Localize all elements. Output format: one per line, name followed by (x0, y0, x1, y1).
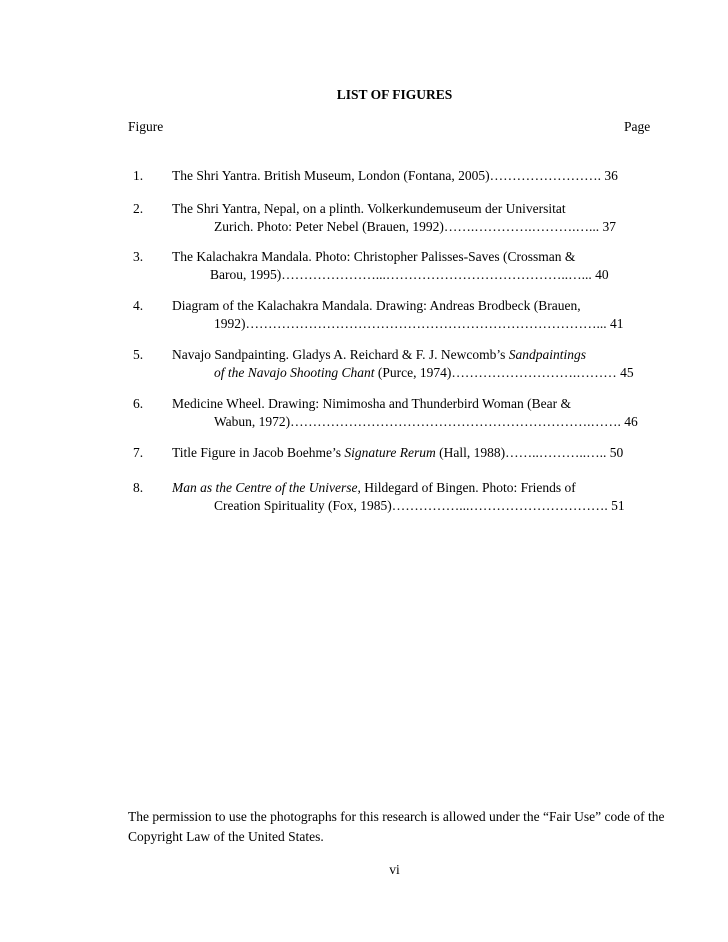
entry-text: The Kalachakra Mandala. Photo: Christopher Palisses-Saves (Crossman & (172, 249, 576, 264)
entry-text-continued: 1992)……………………………………………………………………... 41 (214, 316, 624, 331)
page-title: LIST OF FIGURES (336, 87, 453, 102)
entry-number: 3. (133, 249, 144, 264)
entry-text-continued: Zurich. Photo: Peter Nebel (Brauen, 1992)…….………….……….…... 37 (214, 219, 616, 234)
entry-number: 8. (133, 480, 144, 495)
entry-text-part: Navajo Sandpainting. Gladys A. Reichard & F. J. Newcomb’s (172, 347, 509, 362)
entry-text: Diagram of the Kalachakra Mandala. Drawing: Andreas Brodbeck (Brauen, (172, 298, 581, 313)
copyright-note: The permission to use the photographs for this research is allowed under the “Fair Use” code of the Copyright Law of the United States. (128, 809, 665, 844)
entry-text: The Shri Yantra. British Museum, London (Fontana, 2005)……………………. 36 (172, 168, 618, 183)
entry-text-italic: Man as the Centre of the Universe (172, 480, 358, 495)
entry-text-part: , Hildegard of Bingen. Photo: Friends of (357, 480, 576, 495)
entry-number: 6. (133, 396, 144, 411)
entry-text-part: (Purce, 1974)……………………….……… 45 (374, 365, 634, 380)
entry-text-part: Title Figure in Jacob Boehme’s (172, 445, 345, 460)
entry-text-continued: Barou, 1995)…………………...…………………………………..…... 40 (210, 267, 609, 282)
entry-text-continued (214, 365, 634, 381)
entry-text: Medicine Wheel. Drawing: Nimimosha and Thunderbird Woman (Bear & (172, 396, 571, 411)
entry-number: 7. (133, 445, 144, 460)
entry-text-continued: Wabun, 1972)………………………………………………………….……. 46 (214, 414, 638, 429)
entry-text-italic: of the Navajo Shooting Chant (214, 365, 375, 380)
entry-number: 1. (133, 168, 144, 183)
entry-text-part: (Hall, 1988)……..………..….. 50 (435, 445, 624, 460)
column-header-page: Page (624, 119, 651, 134)
entry-text-continued: Creation Spirituality (Fox, 1985)……………...…………………………. 51 (214, 498, 625, 513)
entry-text-italic: Sandpaintings (508, 347, 587, 362)
entry-number: 5. (133, 347, 144, 362)
entry-text (172, 480, 576, 496)
entry-text-italic: Signature Rerum (344, 445, 436, 460)
column-header-figure: Figure (128, 119, 164, 134)
entry-number: 4. (133, 298, 144, 313)
entry-text (172, 347, 586, 363)
page-number: vi (389, 862, 400, 877)
entry-text (172, 445, 623, 461)
entry-text: The Shri Yantra, Nepal, on a plinth. Volkerkundemuseum der Universitat (172, 201, 566, 216)
entry-number: 2. (133, 201, 144, 216)
